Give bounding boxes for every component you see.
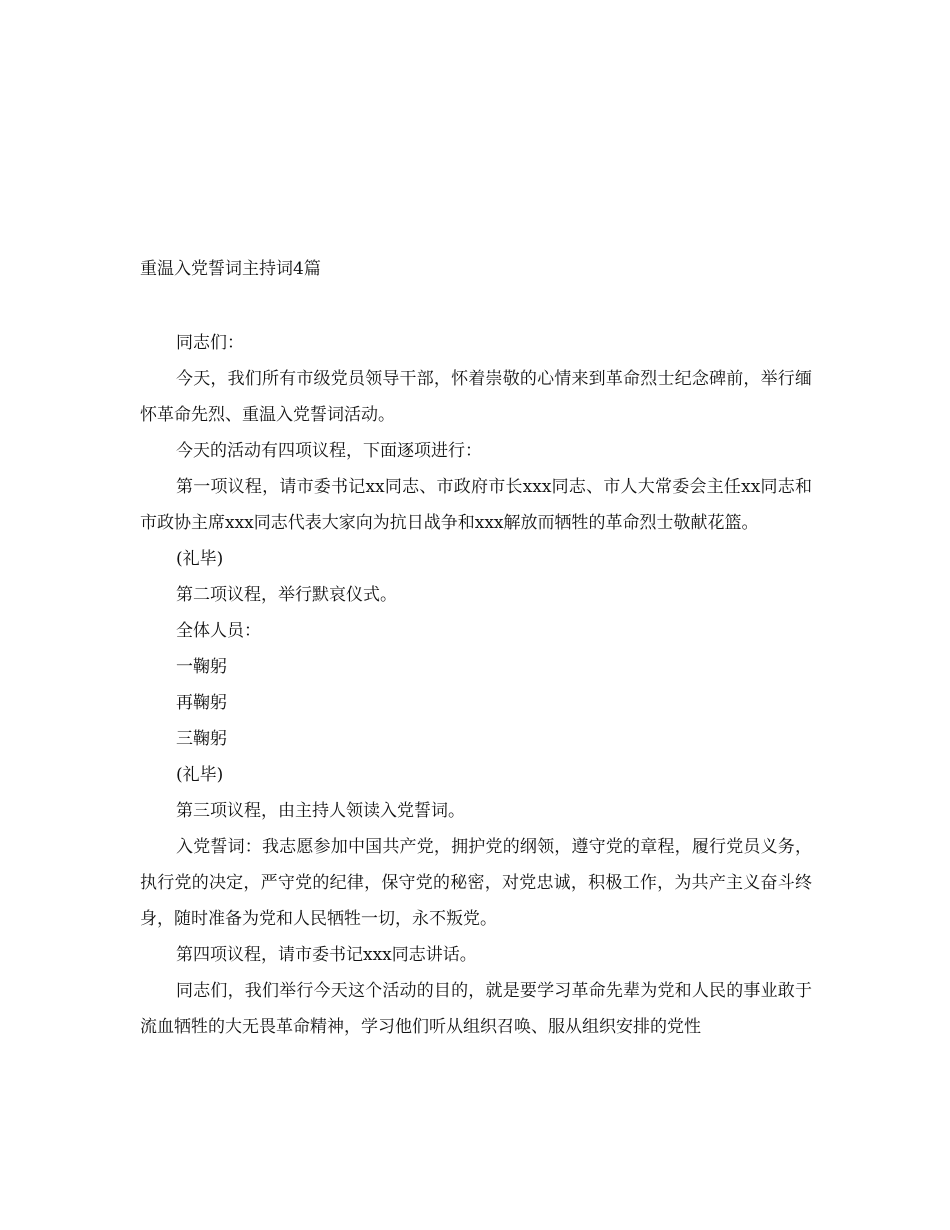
paragraph-bow-one: 一鞠躬 [176, 657, 227, 677]
paragraph-item-one: 第一项议程，请市委书记xx同志、市政府市长xxx同志、市人大常委会主任xx同志和市政协主席xxx同志代表大家向为抗日战争和xxx解放而牺牲的革命烈士敬献花篮。 [140, 477, 812, 533]
document-body [140, 325, 812, 1045]
paragraph-ceremony-end: (礼毕) [176, 765, 224, 785]
paragraph-greeting: 同志们： [176, 333, 244, 353]
paragraph-bow-three: 三鞠躬 [176, 729, 227, 749]
paragraph-item-four: 第四项议程，请市委书记xxx同志讲话。 [176, 945, 477, 965]
paragraph-item-two: 第二项议程，举行默哀仪式。 [176, 585, 397, 605]
paragraph-ceremony-end: (礼毕) [176, 549, 224, 569]
paragraph-agenda: 今天的活动有四项议程，下面逐项进行： [176, 441, 482, 461]
paragraph-bow-two: 再鞠躬 [176, 693, 227, 713]
paragraph-item-three: 第三项议程，由主持人领读入党誓词。 [176, 801, 465, 821]
document-title: 重温入党誓词主持词4篇 [140, 259, 321, 279]
paragraph-all-staff: 全体人员： [176, 621, 261, 641]
paragraph-oath: 入党誓词：我志愿参加中国共产党，拥护党的纲领，遵守党的章程，履行党员义务，执行党的决定，严守党的纪律，保守党的秘密，对党忠诚，积极工作，为共产主义奋斗终身，随时准备为党和人民牺牲一切，永不叛党。 [140, 837, 812, 929]
paragraph-speech: 同志们，我们举行今天这个活动的目的，就是要学习革命先辈为党和人民的事业敢于流血牺牲的大无畏革命精神，学习他们听从组织召唤、服从组织安排的党性 [140, 981, 812, 1037]
paragraph-intro: 今天，我们所有市级党员领导干部，怀着崇敬的心情来到革命烈士纪念碑前，举行缅怀革命先烈、重温入党誓词活动。 [140, 369, 812, 425]
